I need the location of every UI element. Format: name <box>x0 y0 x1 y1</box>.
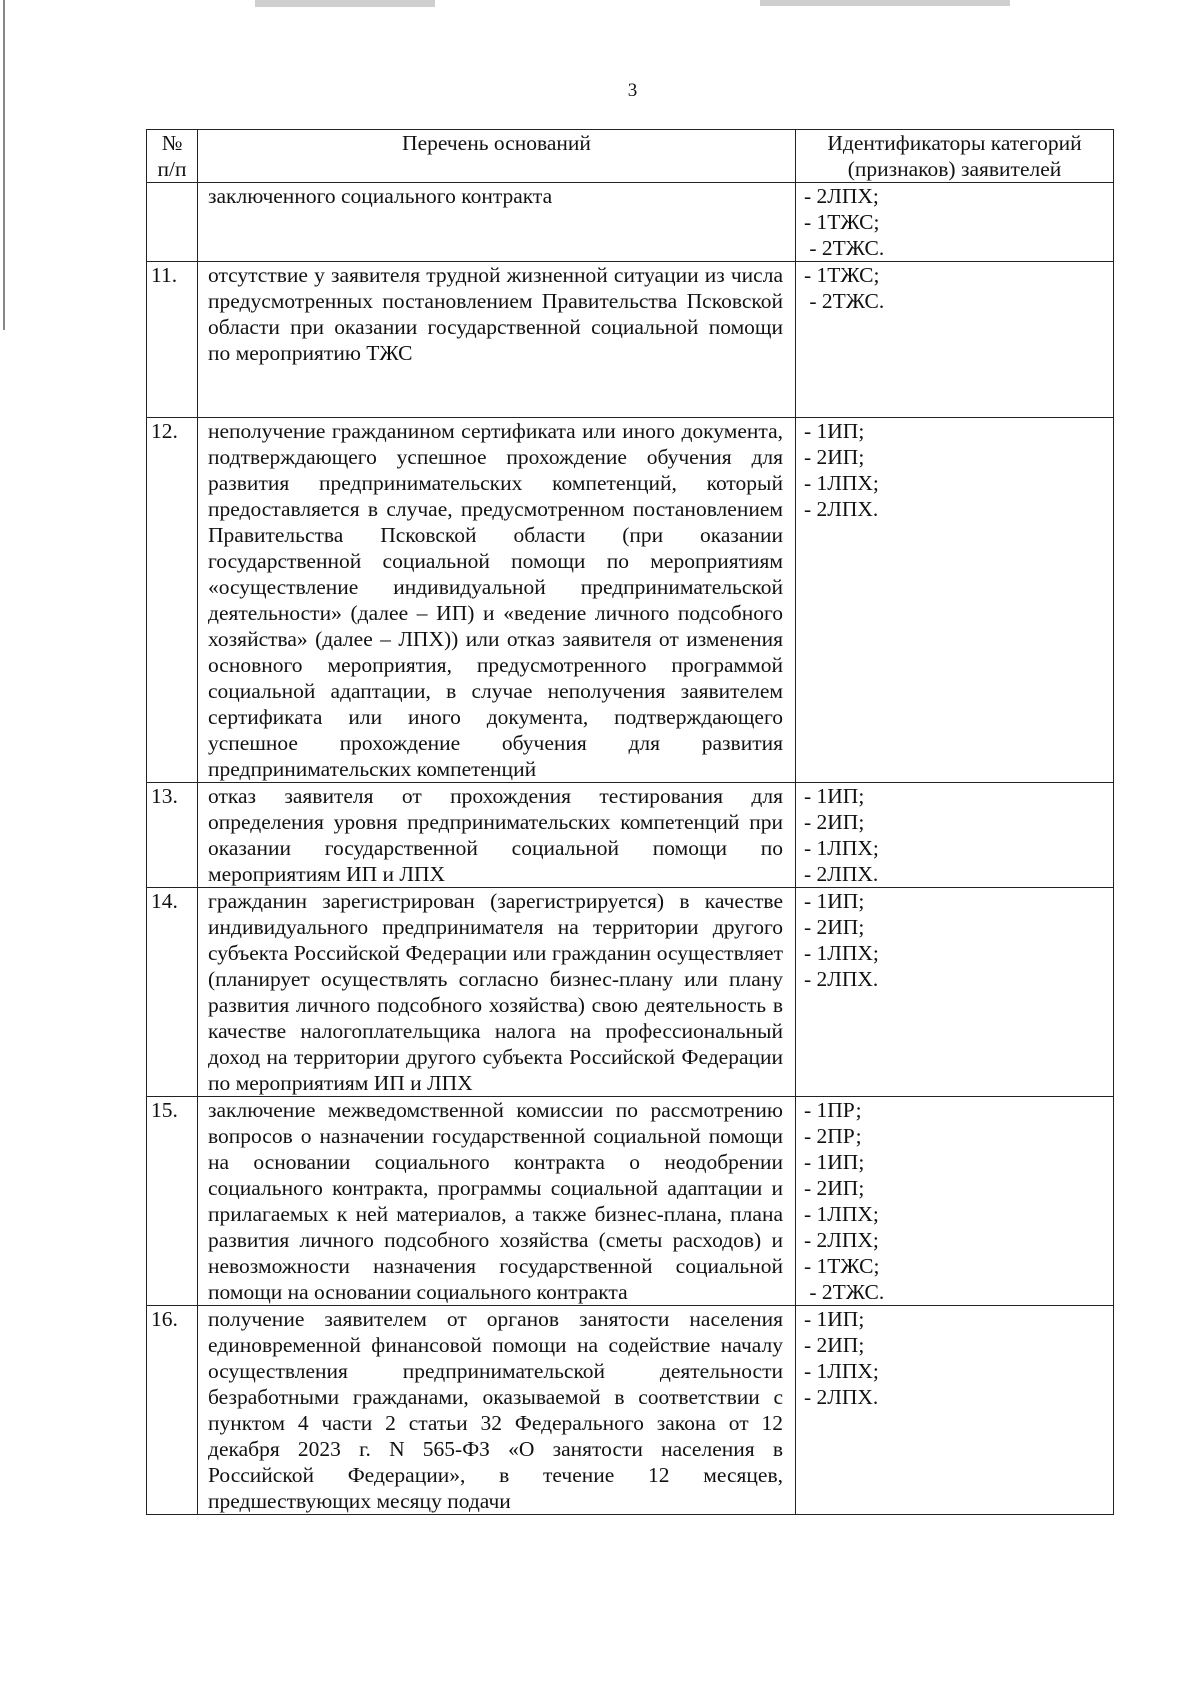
scan-smudge-right <box>760 0 1010 6</box>
id-item: - 1ИП; <box>804 784 865 808</box>
row-basis: гражданин зарегистрирован (зарегистрируется) в качестве индивидуального предпринимателя на территории другого субъекта Российской Федерации или гражданин осуществляет (планирует осуществлять согласно бизнес-плану или плану развития личного подсобного хозяйства) свою деятельность в качестве налогоплательщика налога на профессиональный доход на территории другого субъекта Российской Федерации по мероприятиям ИП и ЛПХ <box>198 888 796 1097</box>
table-row <box>147 783 1114 888</box>
id-item: - 1ЛПХ; <box>804 941 879 965</box>
row-ids <box>796 1097 1114 1306</box>
id-item: - 2ЛПХ; <box>804 1228 879 1252</box>
page-number: 3 <box>627 80 638 101</box>
row-basis: получение заявителем от органов занятости населения единовременной финансовой помощи на содействие началу осуществления предпринимательской деятельности безработными гражданами, оказываемой в соответствии с пунктом 4 части 2 статьи 32 Федерального закона от 12 декабря 2023 г. N 565-ФЗ «О занятости населения в Российской Федерации», в течение 12 месяцев, предшествующих месяцу подачи <box>198 1306 796 1515</box>
row-basis: заключенного социального контракта <box>198 183 796 262</box>
id-item: - 2ИП; <box>804 1176 865 1200</box>
id-item: - 2ИП; <box>804 810 865 834</box>
id-item: - 2ЛПХ. <box>804 862 879 886</box>
row-num <box>147 183 198 262</box>
id-item: - 1ЛПХ; <box>804 471 879 495</box>
id-item: - 2ИП; <box>804 445 865 469</box>
id-item: - 2ТЖС. <box>804 289 885 313</box>
id-item: - 1ЛПХ; <box>804 1359 879 1383</box>
id-item: - 1ТЖС; <box>804 263 880 287</box>
row-ids <box>796 262 1114 418</box>
row-basis: отказ заявителя от прохождения тестирования для определения уровня предпринимательских компетенций при оказании государственной социальной помощи по мероприятиям ИП и ЛПХ <box>198 783 796 888</box>
id-item: - 2ЛПХ. <box>804 1385 879 1409</box>
header-basis: Перечень оснований <box>198 130 796 183</box>
row-num: 14. <box>147 888 198 1097</box>
id-item: - 1ЛПХ; <box>804 836 879 860</box>
grounds-table <box>146 129 1114 1515</box>
id-item: - 1ИП; <box>804 1150 865 1174</box>
scan-smudge-left <box>255 0 435 7</box>
row-ids <box>796 783 1114 888</box>
row-basis: неполучение гражданином сертификата или иного документа, подтверждающего успешное прохождение обучения для развития предпринимательских компетенций, который предоставляется в случае, предусмотренном постановлением Правительства Псковской области (при оказании государственной социальной помощи по мероприятиям «осуществление индивидуальной предпринимательской деятельности» (далее – ИП) и «ведение личного подсобного хозяйства» (далее – ЛПХ)) или отказ заявителя от изменения основного мероприятия, предусмотренного программой социальной адаптации, в случае неполучения заявителем сертификата или иного документа, подтверждающего успешное прохождение обучения для развития предпринимательских компетенций <box>198 418 796 783</box>
table-row <box>147 888 1114 1097</box>
id-item: - 1ИП; <box>804 889 865 913</box>
id-item: - 1ПР; <box>804 1098 862 1122</box>
row-num: 12. <box>147 418 198 783</box>
row-ids <box>796 888 1114 1097</box>
id-item: - 2ПР; <box>804 1124 862 1148</box>
row-num: 16. <box>147 1306 198 1515</box>
id-item: - 1ТЖС; <box>804 210 880 234</box>
row-basis: заключение межведомственной комиссии по рассмотрению вопросов о назначении государственной социальной помощи на основании социального контракта о неодобрении социального контракта, программы социальной адаптации и прилагаемых к ней материалов, а также бизнес-плана, плана развития личного подсобного хозяйства (сметы расходов) и невозможности назначения государственной социальной помощи на основании социального контракта <box>198 1097 796 1306</box>
table-row <box>147 1306 1114 1515</box>
id-item: - 2ТЖС. <box>804 236 885 260</box>
row-num: 13. <box>147 783 198 888</box>
table-header-row <box>147 130 1114 183</box>
header-num: № п/п <box>147 130 198 183</box>
id-item: - 1ИП; <box>804 1307 865 1331</box>
row-num: 15. <box>147 1097 198 1306</box>
scan-edge-left <box>3 0 5 330</box>
table-row <box>147 1097 1114 1306</box>
id-item: - 1ЛПХ; <box>804 1202 879 1226</box>
row-ids <box>796 1306 1114 1515</box>
id-item: - 2ИП; <box>804 915 865 939</box>
header-ids: Идентификаторы категорий (признаков) заявителей <box>796 130 1114 183</box>
table-row <box>147 262 1114 418</box>
id-item: - 2ИП; <box>804 1333 865 1357</box>
row-basis: отсутствие у заявителя трудной жизненной ситуации из числа предусмотренных постановлением Правительства Псковской области при оказании государственной социальной помощи по мероприятию ТЖС <box>198 262 796 418</box>
id-item: - 2ЛПХ. <box>804 967 879 991</box>
row-ids <box>796 418 1114 783</box>
table-row <box>147 183 1114 262</box>
id-item: - 1ИП; <box>804 419 865 443</box>
row-ids <box>796 183 1114 262</box>
id-item: - 2ЛПХ; <box>804 184 879 208</box>
id-item: - 2ТЖС. <box>804 1280 885 1304</box>
row-num: 11. <box>147 262 198 418</box>
table-row <box>147 418 1114 783</box>
id-item: - 1ТЖС; <box>804 1254 880 1278</box>
id-item: - 2ЛПХ. <box>804 497 879 521</box>
